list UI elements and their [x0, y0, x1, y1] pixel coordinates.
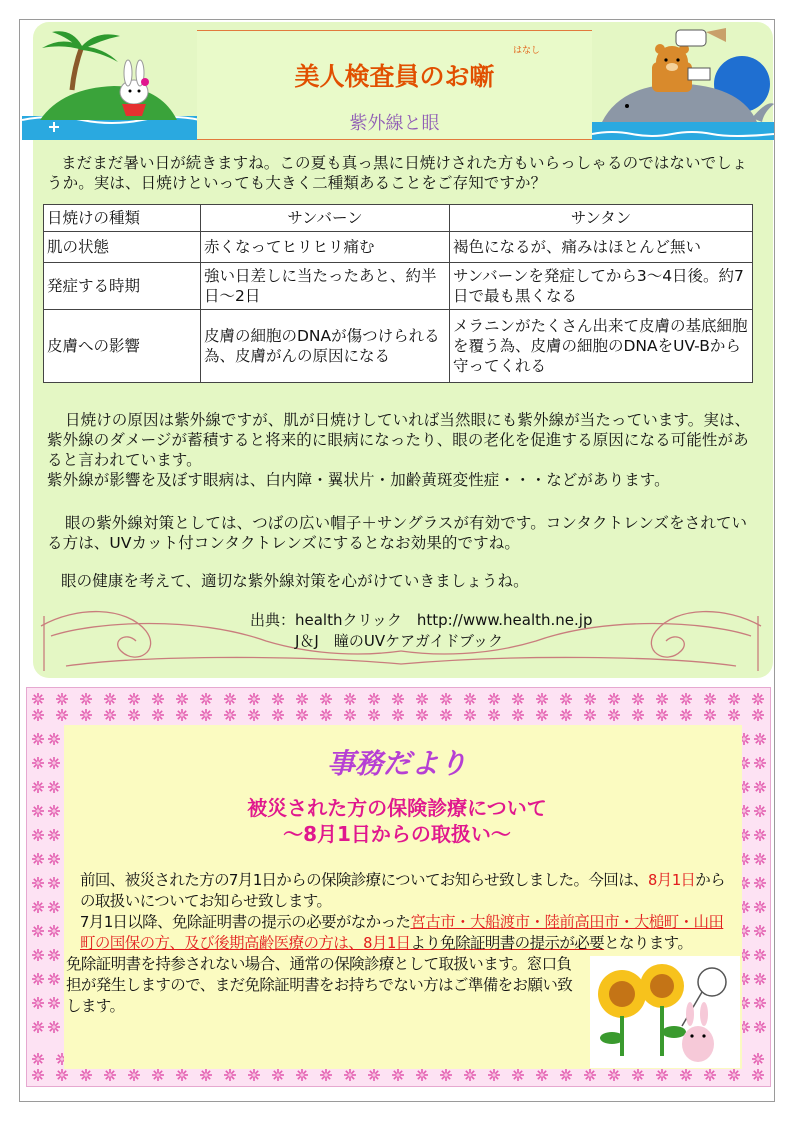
border-flower-icon: [680, 1069, 692, 1081]
border-flower-icon: [152, 709, 164, 721]
border-flower-icon: [632, 1069, 644, 1081]
notice-paragraph-3: 免除証明書を持参されない場合、通常の保険診療として取扱います。窓口負担が発生しますので、まだ免除証明書をお持ちでない方はご準備をお願い致します。: [66, 955, 573, 1015]
notice-text: 前回、被災された方の7月1日からの保険診療についてお知らせ致しました。今回は、: [80, 871, 648, 889]
border-flower-icon: [584, 693, 596, 705]
border-flower-icon: [80, 709, 92, 721]
table-cell: 強い日差しに当たったあと、約半日〜2日: [201, 263, 450, 310]
border-flower-icon: [272, 1069, 284, 1081]
border-flower-icon: [368, 709, 380, 721]
border-flower-icon: [728, 693, 740, 705]
border-flower-icon: [80, 1069, 92, 1081]
border-flower-icon: [248, 1069, 260, 1081]
table-row: [44, 263, 753, 310]
border-flower-icon: [488, 1069, 500, 1081]
border-flower-icon: [152, 1069, 164, 1081]
border-flower-icon: [754, 901, 766, 913]
uv-countermeasure-paragraph: 眼の紫外線対策としては、つばの広い帽子＋サングラスが有効です。コンタクトレンズをされている方は、UVカット付コンタクトレンズにするとなお効果的ですね。: [47, 514, 748, 552]
table-row: [44, 232, 753, 263]
table-cell: 褐色になるが、痛みはほとんど無い: [450, 232, 753, 263]
border-flower-icon: [754, 997, 766, 1009]
border-flower-icon: [608, 693, 620, 705]
border-flower-icon: [754, 973, 766, 985]
intro-paragraph: まだまだ暑い日が続きますね。この夏も真っ黒に日焼けされた方もいらっしゃるのではないでしょうか。実は、日焼けといっても大きく二種類あることをご存知ですか？: [47, 154, 748, 192]
border-flower-icon: [464, 693, 476, 705]
border-flower-icon: [320, 709, 332, 721]
table-cell: 発症する時期: [44, 263, 201, 310]
border-flower-icon: [32, 1069, 44, 1081]
border-flower-icon: [392, 709, 404, 721]
closing-paragraph: 眼の健康を考えて、適切な紫外線対策を心がけていきましょうね。: [61, 572, 529, 590]
border-flower-icon: [248, 709, 260, 721]
table-header-cell: 日焼けの種類: [44, 205, 201, 232]
border-flower-icon: [32, 693, 44, 705]
border-flower-icon: [464, 1069, 476, 1081]
border-flower-icon: [632, 709, 644, 721]
border-flower-icon: [512, 709, 524, 721]
border-flower-icon: [680, 709, 692, 721]
border-flower-icon: [200, 693, 212, 705]
border-flower-icon: [128, 693, 140, 705]
border-flower-icon: [320, 693, 332, 705]
border-flower-icon: [272, 693, 284, 705]
border-flower-icon: [512, 693, 524, 705]
island-bunny-illustration: [22, 28, 200, 140]
border-flower-icon: [32, 853, 44, 865]
border-flower-icon: [48, 997, 60, 1009]
border-flower-icon: [680, 693, 692, 705]
border-flower-icon: [224, 709, 236, 721]
border-flower-icon: [32, 973, 44, 985]
border-flower-icon: [704, 693, 716, 705]
source-citation: [250, 610, 592, 652]
border-flower-icon: [440, 693, 452, 705]
border-flower-icon: [176, 709, 188, 721]
border-flower-icon: [48, 853, 60, 865]
border-flower-icon: [754, 949, 766, 961]
border-flower-icon: [584, 1069, 596, 1081]
page-title: 美人検査員のお噺: [294, 62, 495, 91]
notice-title: [0, 795, 794, 847]
border-flower-icon: [272, 709, 284, 721]
border-flower-icon: [536, 693, 548, 705]
border-flower-icon: [32, 877, 44, 889]
border-flower-icon: [344, 709, 356, 721]
border-flower-icon: [656, 1069, 668, 1081]
border-flower-icon: [32, 925, 44, 937]
border-flower-icon: [632, 693, 644, 705]
border-flower-icon: [752, 1069, 764, 1081]
article-subtitle: 紫外線と眼: [349, 113, 440, 134]
table-row: [44, 310, 753, 383]
border-flower-icon: [152, 693, 164, 705]
border-flower-icon: [176, 693, 188, 705]
border-flower-icon: [392, 693, 404, 705]
border-flower-icon: [440, 709, 452, 721]
border-flower-icon: [512, 1069, 524, 1081]
sunburn-comparison-table: [43, 204, 753, 383]
notice-paragraph-2: [66, 912, 736, 954]
border-flower-icon: [48, 925, 60, 937]
border-flower-icon: [464, 709, 476, 721]
border-flower-icon: [754, 853, 766, 865]
uv-cause-paragraph: 日焼けの原因は紫外線ですが、肌が日焼けしていれば当然眼にも紫外線が当たっています。実は、紫外線のダメージが蓄積すると将来的に眼病になったり、眼の老化を促進する原因になる可能性があると言われています。: [47, 411, 751, 469]
border-flower-icon: [536, 1069, 548, 1081]
notice-text: からの取扱いについてお知らせ致します。: [80, 871, 726, 910]
border-flower-icon: [656, 693, 668, 705]
table-header-cell: サンバーン: [201, 205, 450, 232]
border-flower-icon: [48, 973, 60, 985]
border-flower-icon: [728, 1069, 740, 1081]
notice-title-line-2: 〜8月1日からの取扱い〜: [283, 822, 511, 846]
article-title-box: [197, 30, 592, 140]
border-flower-icon: [656, 709, 668, 721]
border-flower-icon: [56, 709, 68, 721]
table-cell: 皮膚の細胞のDNAが傷つけられる為、皮膚がんの原因になる: [201, 310, 450, 383]
border-flower-icon: [344, 1069, 356, 1081]
border-flower-icon: [200, 709, 212, 721]
border-flower-icon: [440, 1069, 452, 1081]
border-flower-icon: [48, 1021, 60, 1033]
border-flower-icon: [560, 1069, 572, 1081]
notice-text: となります。: [604, 934, 693, 952]
border-flower-icon: [584, 709, 596, 721]
border-flower-icon: [48, 781, 60, 793]
notice-text: より免除証明書の提示が必要: [410, 934, 605, 952]
title-ruby: はなし: [513, 46, 541, 56]
eye-disease-paragraph: 紫外線が影響を及ぼす眼病は、白内障・翼状片・加齢黄斑変性症・・・などがあります。: [47, 471, 670, 489]
table-cell: 皮膚への影響: [44, 310, 201, 383]
border-flower-icon: [704, 1069, 716, 1081]
notice-text: 7月1日以降、免除証明書の提示の必要がなかった: [80, 913, 411, 931]
border-flower-icon: [48, 949, 60, 961]
border-flower-icon: [704, 709, 716, 721]
border-flower-icon: [32, 709, 44, 721]
table-cell: 肌の状態: [44, 232, 201, 263]
border-flower-icon: [104, 693, 116, 705]
border-flower-icon: [176, 1069, 188, 1081]
border-flower-icon: [488, 709, 500, 721]
border-flower-icon: [728, 709, 740, 721]
border-flower-icon: [754, 781, 766, 793]
border-flower-icon: [416, 1069, 428, 1081]
border-flower-icon: [752, 1053, 764, 1065]
border-flower-icon: [248, 693, 260, 705]
border-flower-icon: [32, 1021, 44, 1033]
border-flower-icon: [32, 997, 44, 1009]
border-flower-icon: [296, 1069, 308, 1081]
border-flower-icon: [80, 693, 92, 705]
border-flower-icon: [32, 949, 44, 961]
table-cell: サンバーンを発症してから3〜4日後。約7日で最も黒くなる: [450, 263, 753, 310]
border-flower-icon: [754, 925, 766, 937]
table-cell: メラニンがたくさん出来て皮膚の基底細胞を覆う為、皮膚の細胞のDNAをUV-Bから守ってくれる: [450, 310, 753, 383]
border-flower-icon: [104, 1069, 116, 1081]
border-flower-icon: [416, 693, 428, 705]
border-flower-icon: [32, 781, 44, 793]
whale-bear-illustration: [592, 22, 774, 140]
border-flower-icon: [344, 693, 356, 705]
border-flower-icon: [320, 1069, 332, 1081]
border-flower-icon: [608, 709, 620, 721]
table-cell: 赤くなってヒリヒリ痛む: [201, 232, 450, 263]
border-flower-icon: [560, 709, 572, 721]
border-flower-icon: [296, 693, 308, 705]
border-flower-icon: [104, 709, 116, 721]
border-flower-icon: [752, 693, 764, 705]
border-flower-icon: [224, 693, 236, 705]
border-flower-icon: [392, 1069, 404, 1081]
border-flower-icon: [200, 1069, 212, 1081]
border-flower-icon: [488, 693, 500, 705]
sunflower-bunny-illustration: [590, 956, 740, 1068]
border-flower-icon: [368, 693, 380, 705]
border-flower-icon: [560, 693, 572, 705]
notice-areas-highlight: 宮古市・大船渡市・陸前高田市・大槌町・山田町の国保の方、及び後期高齢医療の方は、: [80, 913, 724, 952]
border-flower-icon: [56, 693, 68, 705]
notice-paragraph-1: [66, 870, 736, 912]
table-header-row: [44, 205, 753, 232]
border-flower-icon: [32, 901, 44, 913]
table-header-cell: サンタン: [450, 205, 753, 232]
border-flower-icon: [536, 709, 548, 721]
border-flower-icon: [128, 709, 140, 721]
border-flower-icon: [48, 901, 60, 913]
border-flower-icon: [416, 709, 428, 721]
notice-date-highlight: 8月1日: [363, 934, 411, 952]
source-line-2: J＆J 瞳のUVケアガイドブック: [295, 632, 503, 650]
office-news-heading: 事務だより: [326, 747, 467, 780]
source-line-1: 出典：healthクリック http://www.health.ne.jp: [250, 611, 593, 629]
border-flower-icon: [368, 1069, 380, 1081]
border-flower-icon: [32, 1053, 44, 1065]
uv-cause-section: [47, 410, 761, 490]
border-flower-icon: [224, 1069, 236, 1081]
border-flower-icon: [754, 1021, 766, 1033]
border-flower-icon: [128, 1069, 140, 1081]
border-flower-icon: [754, 877, 766, 889]
border-flower-icon: [608, 1069, 620, 1081]
border-flower-icon: [56, 1069, 68, 1081]
border-flower-icon: [752, 709, 764, 721]
border-flower-icon: [48, 877, 60, 889]
notice-date-highlight: 8月1日: [648, 871, 696, 889]
border-flower-icon: [296, 709, 308, 721]
notice-title-line-1: 被災された方の保険診療について: [247, 796, 547, 820]
